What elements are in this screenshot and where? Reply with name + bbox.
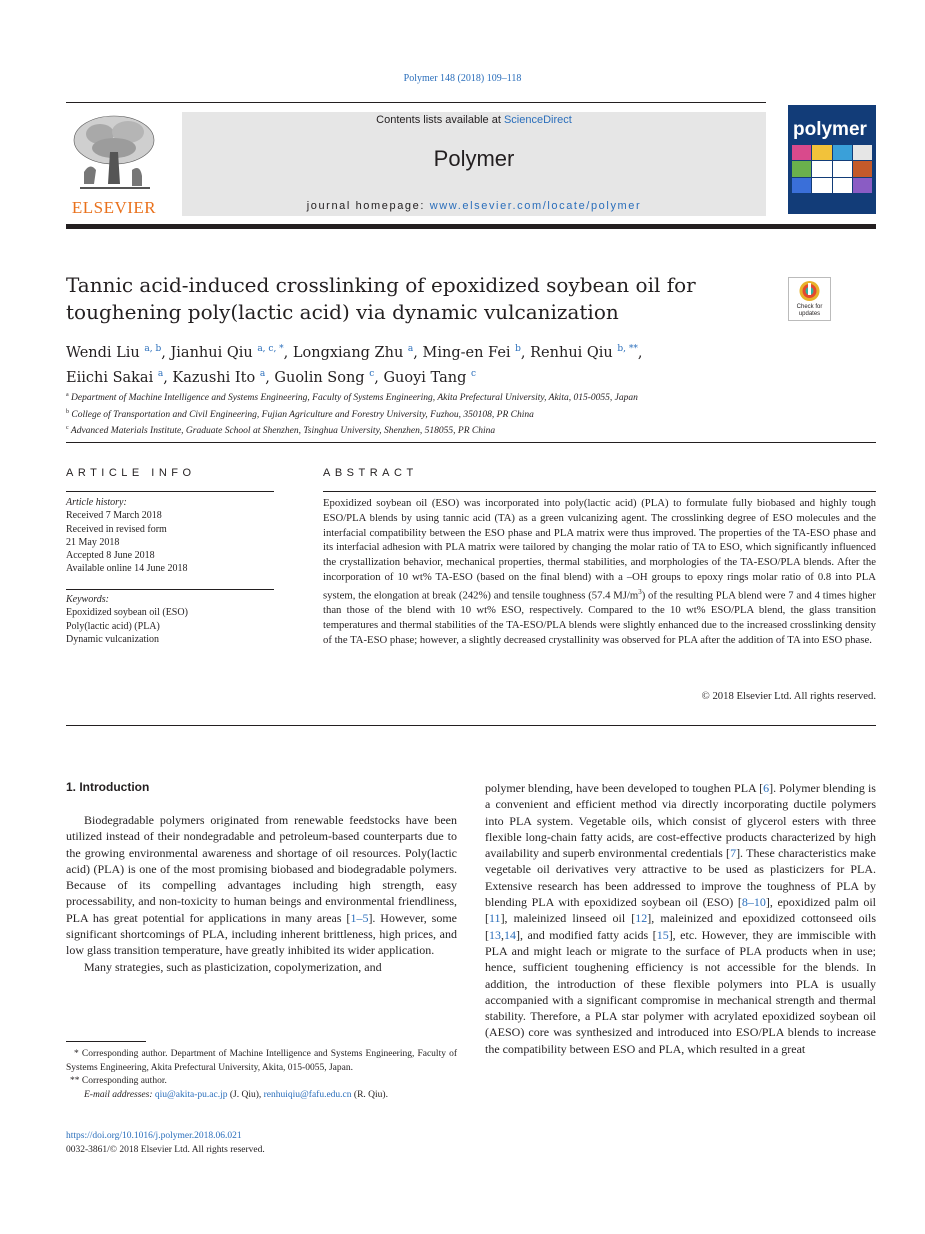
abstract-heading: ABSTRACT bbox=[323, 467, 418, 479]
email-link-rqiu[interactable]: renhuiqiu@fafu.edu.cn bbox=[263, 1089, 352, 1100]
doi-link[interactable]: https://doi.org/10.1016/j.polymer.2018.06.021 bbox=[66, 1131, 242, 1141]
history-item: Received 7 March 2018 bbox=[66, 510, 162, 522]
affiliation-marker: c bbox=[66, 425, 69, 432]
author-affiliation-marker[interactable]: b, ** bbox=[617, 344, 638, 354]
abstract-part-2: ) of the resulting PLA blend were 7 and 4 times higher than those of the blend with 10 wt% ESO, respectively. Compared to the 10 wt% ESO/PLA blend, the glass transition temperatures and thermal stabilities of the TA-ESO/PLA blends were slightly enhanced due to the increased crosslinking density of the TA-ESO phase; however, a slightly decreased crystallinity was observed for PLA after the addition of TA into ESO phase. bbox=[323, 589, 876, 646]
section-heading-introduction: 1. Introduction bbox=[66, 780, 150, 794]
footnote-corresponding-1: * Corresponding author. Department of Machine Intelligence and Systems Engineering, Faculty of Systems Engineering, Akita Prefectural University, Akita, 015-0055, Japan. bbox=[66, 1049, 457, 1073]
header-top-rule bbox=[66, 102, 766, 103]
abstract-text bbox=[323, 496, 876, 648]
author-affiliation-marker[interactable]: a, b bbox=[144, 344, 162, 354]
author-name[interactable]: Jianhui Qiu bbox=[170, 344, 253, 361]
history-item: Available online 14 June 2018 bbox=[66, 563, 188, 575]
footnote-emails bbox=[66, 1089, 457, 1103]
section-rule bbox=[66, 442, 876, 443]
citation-link[interactable]: 15 bbox=[656, 927, 669, 942]
citation-link[interactable]: 11 bbox=[489, 911, 501, 926]
affiliations bbox=[66, 389, 846, 439]
homepage-prefix: journal homepage: bbox=[306, 200, 430, 212]
author-name[interactable]: Longxiang Zhu bbox=[292, 344, 404, 361]
email-owner-1: (J. Qiu), bbox=[227, 1089, 264, 1100]
affiliation-line bbox=[66, 422, 846, 439]
body-column-right bbox=[485, 780, 876, 1057]
affiliation-text: Department of Machine Intelligence and Systems Engineering, Faculty of Systems Engineering, Akita Prefectural University, Akita, 015-0055, Japan bbox=[71, 393, 638, 404]
journal-cover-image[interactable] bbox=[788, 105, 876, 214]
affiliation-line bbox=[66, 389, 846, 406]
abstract-bottom-rule bbox=[66, 725, 876, 726]
history-label: Article history: bbox=[66, 497, 127, 508]
keywords-rule bbox=[66, 589, 274, 590]
author-affiliation-marker[interactable]: a bbox=[259, 368, 266, 379]
citation-link[interactable]: 13 bbox=[489, 927, 501, 942]
cover-title: polymer bbox=[793, 119, 867, 140]
author-affiliation-marker[interactable]: b bbox=[515, 344, 521, 354]
abstract-superscript: 3 bbox=[638, 587, 642, 596]
author-name[interactable]: Kazushi Ito bbox=[172, 369, 256, 386]
contents-line bbox=[182, 114, 766, 126]
citation-link[interactable]: 7 bbox=[730, 846, 737, 861]
check-for-updates-label: Check for updates bbox=[796, 304, 823, 317]
author-list: Wendi Liu $^{a, b}$, Jianhui Qiu $^{a, c, *}$, Longxiang Zhu $^a$, Ming-en Fei $^b$, Renhui Qiu $^{b, **}$, Eiichi Sakai $^a$, Kazushi Ito $^a$, Guolin Song $^c$, Guoyi Tang $^c$ bbox=[66, 344, 643, 386]
abstract-rule bbox=[323, 491, 876, 492]
journal-name: Polymer bbox=[433, 146, 515, 171]
journal-banner bbox=[182, 112, 766, 216]
keyword-item: Epoxidized soybean oil (ESO) bbox=[66, 607, 188, 619]
citation-link[interactable]: 8–10 bbox=[741, 895, 766, 910]
history-item: Accepted 8 June 2018 bbox=[66, 550, 155, 562]
citation-link[interactable]: 12 bbox=[635, 911, 648, 926]
article-info-heading: ARTICLE INFO bbox=[66, 467, 196, 479]
keyword-item: Dynamic vulcanization bbox=[66, 633, 160, 645]
affiliation-marker: b bbox=[66, 408, 69, 415]
author-name[interactable]: Wendi Liu bbox=[66, 344, 140, 361]
author-affiliation-marker[interactable]: a bbox=[157, 368, 164, 379]
elsevier-tree-icon bbox=[70, 112, 158, 194]
keyword-item: Poly(lactic acid) (PLA) bbox=[66, 620, 160, 632]
abstract-copyright: © 2018 Elsevier Ltd. All rights reserved. bbox=[701, 690, 876, 702]
footnote-corresponding-2: ** Corresponding author. bbox=[70, 1076, 167, 1086]
article-info-rule bbox=[66, 491, 274, 492]
author-affiliation-marker[interactable]: a bbox=[407, 344, 414, 354]
author-affiliation-marker[interactable]: a, c, * bbox=[257, 344, 284, 354]
article-history bbox=[66, 496, 276, 576]
author-name[interactable]: Guolin Song bbox=[274, 369, 365, 386]
footnote-rule bbox=[66, 1041, 146, 1042]
author-name[interactable]: Ming-en Fei bbox=[422, 344, 511, 361]
affiliation-text: Advanced Materials Institute, Graduate School at Shenzhen, Tsinghua University, Shenzhen, 518055, PR China bbox=[70, 426, 496, 437]
citation-link[interactable]: 6 bbox=[763, 781, 770, 795]
paragraph: polymer blending, have been developed to toughen PLA [6]. Polymer blending is a convenient and efficient method via directly incorporating ductile polymers into PLA system. Vegetable oils, which consist of glycerol esters with three flexible long-chain fatty acids, are cost-effective products characterized by high availability and superb environmental credentials [7]. These characteristics make vegetable oil derivatives very attractive to be used as plasticizers for PLA. Extensive research has been addressed to improve the toughness of PLA by blending PLA with epoxidized soybean oil (ESO) [8–10], epoxidized palm oil [11], maleinized linseed oil [12], maleinized and epoxidized cottonseed oils [13,14], and modified fatty acids [15], etc. However, they are immiscible with PLA and might leach or migrate to the surface of PLA products when in use; hence, sufficient toughening efficiency is not accessible for the blends. In addition, the introduction of these flexible polymers into PLA is usually accompanied with a significant compromise in mechanical strength and thermal stability. Therefore, a PLA star polymer with acrylated epoxidized soybean oil (AESO) core was synthesized and introduced into ESO/PLA blends to increase the compatibility between ESO and PLA, which resulted in a great bbox=[485, 781, 877, 1056]
elsevier-logo[interactable] bbox=[66, 112, 162, 216]
author-affiliation-marker[interactable]: c bbox=[470, 368, 477, 379]
history-item: 21 May 2018 bbox=[66, 536, 120, 548]
keywords bbox=[66, 593, 276, 646]
author-name[interactable]: Guoyi Tang bbox=[383, 369, 467, 386]
journal-reference[interactable]: Polymer 148 (2018) 109–118 bbox=[403, 73, 522, 84]
article-title: Tannic acid-induced crosslinking of epoxidized soybean oil for toughening poly(lactic acid) via dynamic vulcanization bbox=[66, 273, 696, 324]
check-for-updates-badge[interactable] bbox=[788, 277, 831, 321]
header-thick-rule bbox=[66, 224, 876, 229]
affiliation-marker: a bbox=[66, 392, 69, 398]
citation-link[interactable]: 14 bbox=[504, 927, 516, 942]
body-column-left bbox=[66, 812, 457, 975]
author-name[interactable]: Renhui Qiu bbox=[530, 344, 613, 361]
homepage-link[interactable]: www.elsevier.com/locate/polymer bbox=[429, 200, 642, 212]
keywords-label: Keywords: bbox=[66, 594, 109, 605]
sciencedirect-link[interactable]: ScienceDirect bbox=[503, 114, 572, 126]
citation-link[interactable]: 1–5 bbox=[350, 910, 369, 925]
email-link-jqiu[interactable]: qiu@akita-pu.ac.jp bbox=[154, 1089, 228, 1100]
homepage-line bbox=[182, 200, 766, 212]
issn-copyright: 0032-3861/© 2018 Elsevier Ltd. All rights reserved. bbox=[66, 1145, 265, 1155]
author-affiliation-marker[interactable]: c bbox=[369, 368, 375, 379]
email-owner-2: (R. Qiu). bbox=[351, 1089, 388, 1100]
affiliation-line bbox=[66, 406, 846, 423]
footnotes bbox=[66, 1048, 457, 1102]
elsevier-wordmark: ELSEVIER bbox=[71, 198, 157, 217]
email-label: E-mail addresses: bbox=[84, 1089, 155, 1100]
cover-mosaic bbox=[792, 145, 872, 193]
abstract-part-1: Epoxidized soybean oil (ESO) was incorporated into poly(lactic acid) (PLA) to formulate fully biobased and highly tough ESO/PLA blends by using tannic acid (TA) as a green vulcanizing agent. The crosslinking degree of ESO molecules and the interfacial compatibility between the ESO phase and PLA matrix were thus improved. The properties of the TA-ESO phase and its interfacial adhesion with PLA matrix were tailored by changing the molar ratio of TA to ESO, which significantly influenced the crystallization behavior, mechanical properties, thermal stabilities, and morphologies of the TA-ESO/PLA blends. After the incorporation of 10 wt% TA-ESO (based on the final blend) with a –OH groups to epoxy rings molar ratio of 0.8 into PLA system, the elongation at break (242%) and tensile toughness (57.4 MJ/m bbox=[323, 497, 876, 602]
history-item: Received in revised form bbox=[66, 523, 167, 535]
paragraph: Many strategies, such as plasticization, copolymerization, and bbox=[84, 959, 382, 974]
author-name[interactable]: Eiichi Sakai bbox=[66, 369, 154, 386]
paragraph: Biodegradable polymers originated from renewable feedstocks have been utilized instead of their nondegradable and petroleum-based counterparts due to the growing environmental awareness and shortage of oil resources. Poly(lactic acid) (PLA) is one of the most promising biobased and biodegradable polymers. Because of its compelling advantages including high strength, easy processability, and non-toxicity to human beings and environmental friendliness, PLA has great potential for applications in many areas [1–5]. However, some significant shortcomings of PLA, including inherent brittleness, high prices, and low glass transition temperature, have greatly inhibited its wider application. bbox=[66, 813, 458, 958]
affiliation-text: College of Transportation and Civil Engineering, Fujian Agriculture and Forestry University, Fuzhou, 350108, PR China bbox=[71, 409, 534, 420]
contents-prefix: Contents lists available at bbox=[376, 114, 504, 126]
check-for-updates-icon bbox=[789, 278, 830, 304]
